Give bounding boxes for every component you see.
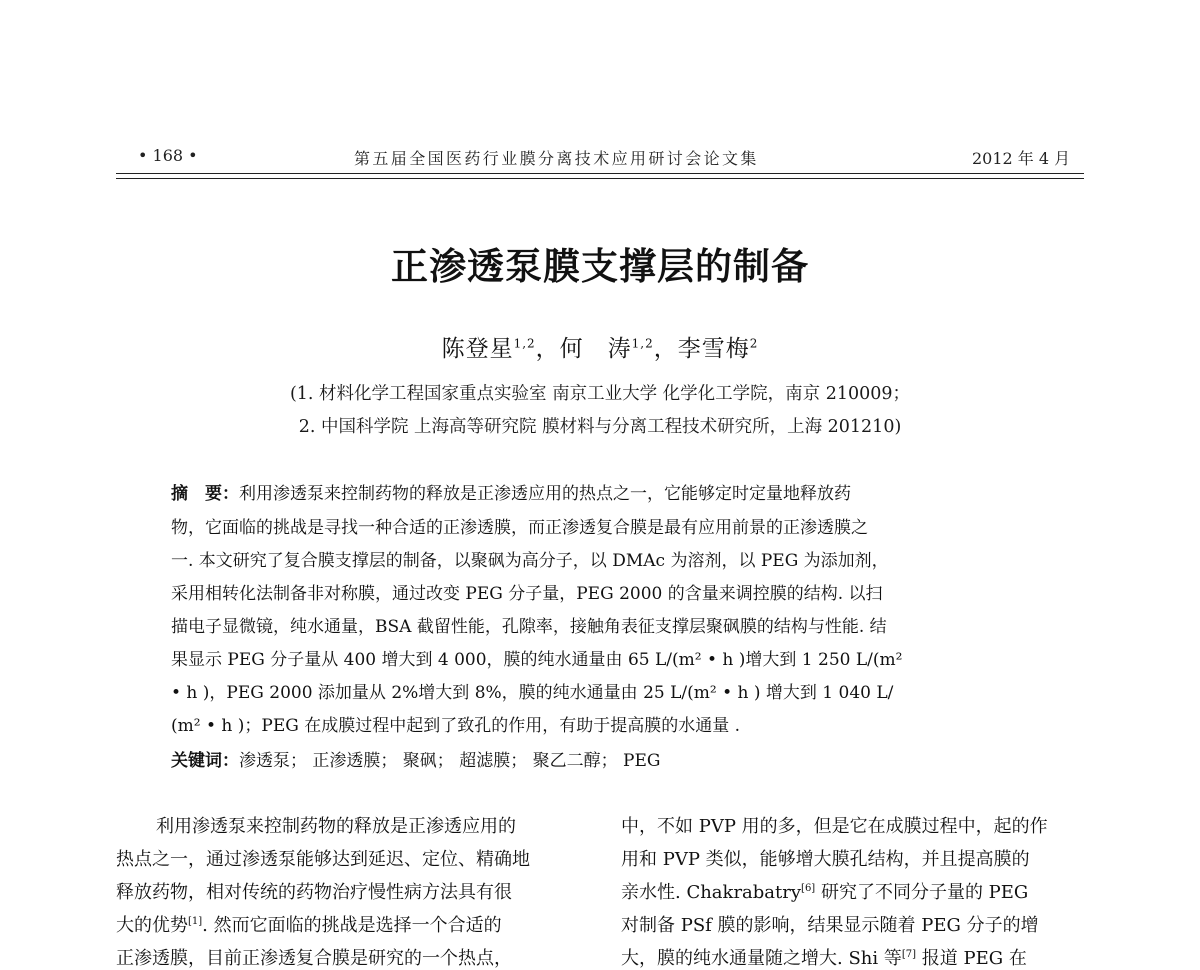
abstract-line: 果显示 PEG 分子量从 400 增大到 4 000，膜的纯水通量由 65 L/(m² • h )增大到 1 250 L/(m²: [171, 650, 903, 670]
keywords-label: 关键词：: [171, 751, 239, 771]
keywords-text: 渗透泵； 正渗透膜； 聚砜； 超滤膜； 聚乙二醇； PEG: [239, 751, 661, 771]
body-line: [621, 944, 1027, 970]
header-rule: [116, 178, 1084, 179]
abstract-line: 物，它面临的挑战是寻找一种合适的正渗透膜，而正渗透复合膜是最有应用前景的正渗透膜之: [171, 518, 868, 538]
abstract-line: 描电子显微镜，纯水通量，BSA 截留性能，孔隙率，接触角表征支撑层聚砜膜的结构与性能. 结: [171, 617, 887, 637]
body-text: 研究了不同分子量的 PEG: [815, 882, 1029, 903]
abstract-line: [171, 479, 851, 504]
keywords-line: [171, 746, 660, 771]
author-separator: ，: [653, 336, 678, 362]
body-line: 热点之一，通过渗透泵能够达到延迟、定位、精确地: [116, 849, 530, 870]
body-text: 大，膜的纯水通量随之增大. Shi 等: [621, 948, 902, 969]
abstract-label: 摘 要：: [171, 484, 239, 504]
author-name: 李雪梅: [677, 336, 750, 362]
author-name: 陈登星: [441, 336, 514, 362]
journal-title: 第五届全国医药行业膜分离技术应用研讨会论文集: [354, 149, 759, 168]
citation: [1]: [188, 916, 203, 927]
citation: [6]: [801, 883, 816, 894]
body-line: 中，不如 PVP 用的多，但是它在成膜过程中，起的作: [621, 816, 1048, 837]
body-line: 用和 PVP 类似，能够增大膜孔结构，并且提高膜的: [621, 849, 1030, 870]
abstract-line: (m² • h )；PEG 在成膜过程中起到了致孔的作用，有助于提高膜的水通量 .: [171, 716, 741, 736]
body-line: [621, 878, 1028, 904]
body-text: . 然而它面临的挑战是选择一个合适的: [202, 915, 502, 936]
page-number: • 168 •: [138, 146, 198, 165]
body-line: 释放药物，相对传统的药物治疗慢性病方法具有很: [116, 882, 512, 903]
citation: [7]: [901, 949, 917, 960]
body-text: 亲水性. Chakrabatry: [621, 882, 802, 903]
body-text: 大的优势: [116, 915, 188, 936]
paper-title: 正渗透泵膜支撑层的制备: [391, 244, 809, 288]
author-line: [0, 330, 1200, 363]
affiliation-1: (1. 材料化学工程国家重点实验室 南京工业大学 化学化工学院，南京 210009；: [289, 384, 911, 404]
body-line: 利用渗透泵来控制药物的释放是正渗透应用的: [156, 816, 516, 837]
abstract-line: 采用相转化法制备非对称膜，通过改变 PEG 分子量，PEG 2000 的含量来调控膜的结构. 以扫: [171, 584, 883, 604]
author-name: 何 涛: [559, 336, 632, 362]
abstract-line: 一. 本文研究了复合膜支撑层的制备，以聚砜为高分子，以 DMAc 为溶剂，以 PEG 为添加剂，: [171, 551, 889, 571]
author-separator: ，: [535, 336, 560, 362]
affiliation-2: 2. 中国科学院 上海高等研究院 膜材料与分离工程技术研究所，上海 201210): [298, 417, 902, 437]
body-line: [116, 911, 502, 937]
issue-date: 2012 年 4 月: [972, 149, 1071, 168]
abstract-text: 利用渗透泵来控制药物的释放是正渗透应用的热点之一，它能够定时定量地释放药: [239, 484, 851, 504]
author-affiliation-mark: 1,2: [513, 336, 536, 351]
header-rule: [116, 173, 1084, 174]
abstract-line: • h )，PEG 2000 添加量从 2%增大到 8%，膜的纯水通量由 25 L/(m² • h ) 增大到 1 040 L/: [171, 683, 894, 703]
author-affiliation-mark: 1,2: [631, 336, 654, 351]
body-line: 正渗透膜，目前正渗透复合膜是研究的一个热点，: [116, 948, 512, 969]
author-affiliation-mark: 2: [749, 336, 759, 351]
body-line: 对制备 PSf 膜的影响，结果显示随着 PEG 分子的增: [621, 915, 1039, 936]
body-text: 报道 PEG 在: [916, 948, 1027, 969]
